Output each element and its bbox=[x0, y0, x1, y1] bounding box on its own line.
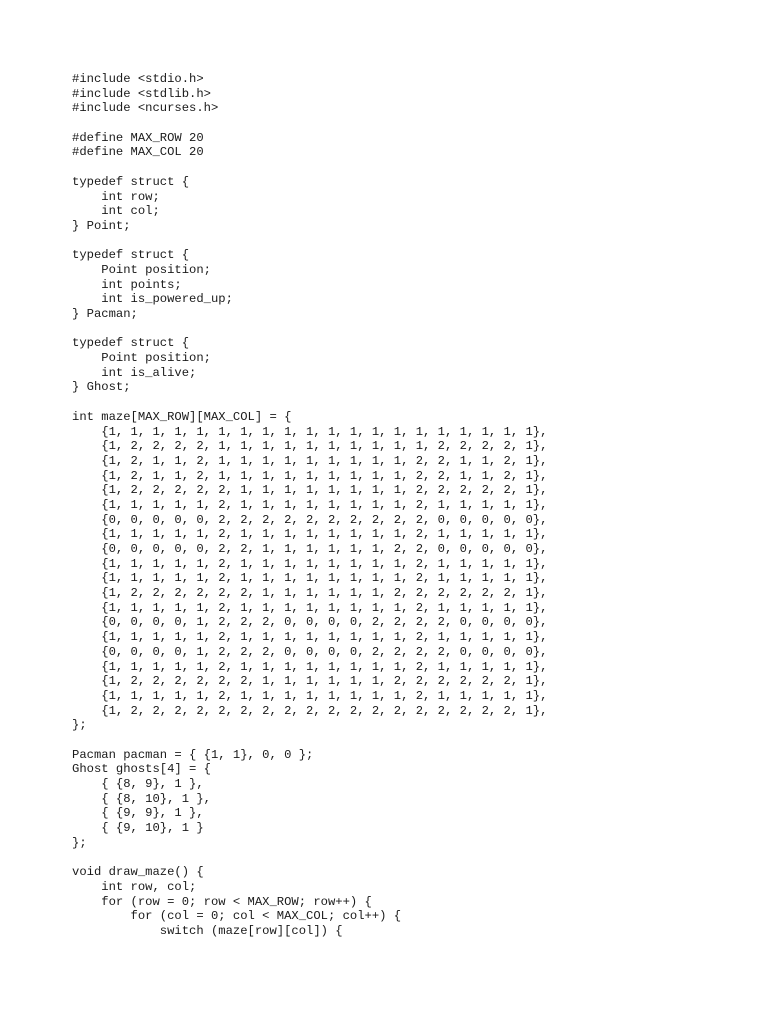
code-line: {1, 2, 2, 2, 2, 2, 2, 2, 2, 2, 2, 2, 2, 2, 2, 2, 2, 2, 2, 1}, bbox=[72, 703, 548, 718]
code-line: } Pacman; bbox=[72, 307, 138, 321]
code-line: {1, 1, 1, 1, 1, 2, 1, 1, 1, 1, 1, 1, 1, 1, 2, 1, 1, 1, 1, 1}, bbox=[72, 659, 548, 674]
code-line: {1, 2, 2, 2, 2, 2, 2, 1, 1, 1, 1, 1, 1, 2, 2, 2, 2, 2, 2, 1}, bbox=[72, 674, 548, 689]
code-line: {1, 2, 2, 2, 2, 2, 2, 1, 1, 1, 1, 1, 1, 2, 2, 2, 2, 2, 2, 1}, bbox=[72, 586, 548, 601]
code-line: {0, 0, 0, 0, 1, 2, 2, 2, 0, 0, 0, 0, 2, 2, 2, 2, 0, 0, 0, 0}, bbox=[72, 644, 548, 659]
code-line: int row, col; bbox=[72, 879, 197, 894]
code-line: } Point; bbox=[72, 218, 131, 233]
code-line: {0, 0, 0, 0, 0, 2, 2, 2, 2, 2, 2, 2, 2, 2, 2, 0, 0, 0, 0, 0}, bbox=[72, 512, 548, 527]
code-line: typedef struct { bbox=[72, 336, 190, 351]
code-line: {1, 1, 1, 1, 1, 1, 1, 1, 1, 1, 1, 1, 1, 1, 1, 1, 1, 1, 1, 1}, bbox=[72, 424, 548, 439]
code-line bbox=[72, 850, 547, 865]
code-line: {1, 1, 1, 1, 1, 2, 1, 1, 1, 1, 1, 1, 1, 1, 2, 1, 1, 1, 1, 1}, bbox=[72, 571, 548, 586]
code-line: Point position; bbox=[72, 351, 211, 366]
code-line: switch (maze[row][col]) { bbox=[72, 923, 343, 938]
code-line: { {8, 9}, 1 }, bbox=[72, 777, 204, 791]
code-line: {1, 1, 1, 1, 1, 2, 1, 1, 1, 1, 1, 1, 1, 1, 2, 1, 1, 1, 1, 1}, bbox=[72, 556, 548, 571]
code-line: {0, 0, 0, 0, 0, 2, 2, 1, 1, 1, 1, 1, 1, 2, 2, 0, 0, 0, 0, 0}, bbox=[72, 542, 548, 556]
code-line: #include <stdlib.h> bbox=[72, 86, 211, 101]
code-line: {1, 2, 1, 1, 2, 1, 1, 1, 1, 1, 1, 1, 1, 1, 2, 2, 1, 1, 2, 1}, bbox=[72, 468, 548, 483]
code-line: {1, 1, 1, 1, 1, 2, 1, 1, 1, 1, 1, 1, 1, 1, 2, 1, 1, 1, 1, 1}, bbox=[72, 630, 548, 645]
code-line: int points; bbox=[72, 277, 182, 292]
code-line: int row; bbox=[72, 189, 160, 204]
code-line: {0, 0, 0, 0, 1, 2, 2, 2, 0, 0, 0, 0, 2, 2, 2, 2, 0, 0, 0, 0}, bbox=[72, 615, 548, 630]
code-line bbox=[72, 160, 547, 175]
code-line: int is_powered_up; bbox=[72, 292, 233, 307]
code-line: {1, 1, 1, 1, 1, 2, 1, 1, 1, 1, 1, 1, 1, 1, 2, 1, 1, 1, 1, 1}, bbox=[72, 600, 548, 615]
code-line: #define MAX_COL 20 bbox=[72, 145, 204, 160]
code-line: #define MAX_ROW 20 bbox=[72, 130, 204, 145]
code-line bbox=[72, 322, 547, 337]
code-line: { {8, 10}, 1 }, bbox=[72, 791, 211, 806]
code-line: typedef struct { bbox=[72, 248, 190, 263]
code-line: {1, 2, 2, 2, 2, 1, 1, 1, 1, 1, 1, 1, 1, 1, 1, 2, 2, 2, 2, 1}, bbox=[72, 439, 548, 454]
code-line: {1, 1, 1, 1, 1, 2, 1, 1, 1, 1, 1, 1, 1, 1, 2, 1, 1, 1, 1, 1}, bbox=[72, 497, 548, 512]
code-line: typedef struct { bbox=[72, 174, 190, 189]
code-line: Ghost ghosts[4] = { bbox=[72, 762, 211, 777]
code-line: { {9, 9}, 1 }, bbox=[72, 806, 204, 821]
code-line: for (row = 0; row < MAX_ROW; row++) { bbox=[72, 894, 372, 909]
code-line bbox=[72, 234, 547, 249]
code-line: {1, 2, 2, 2, 2, 2, 1, 1, 1, 1, 1, 1, 1, 1, 2, 2, 2, 2, 2, 1}, bbox=[72, 483, 548, 498]
code-line: Pacman pacman = { {1, 1}, 0, 0 }; bbox=[72, 747, 314, 762]
code-line bbox=[72, 116, 547, 131]
code-line: int is_alive; bbox=[72, 365, 197, 380]
code-line bbox=[72, 395, 547, 410]
code-line: Point position; bbox=[72, 262, 211, 277]
code-line: for (col = 0; col < MAX_COL; col++) { bbox=[72, 909, 402, 924]
code-line: { {9, 10}, 1 } bbox=[72, 821, 204, 836]
code-line: {1, 1, 1, 1, 1, 2, 1, 1, 1, 1, 1, 1, 1, 1, 2, 1, 1, 1, 1, 1}, bbox=[72, 688, 548, 703]
code-line: } Ghost; bbox=[72, 380, 131, 395]
code-line: #include <stdio.h> bbox=[72, 72, 204, 86]
code-line: int maze[MAX_ROW][MAX_COL] = { bbox=[72, 409, 292, 424]
code-line: }; bbox=[72, 718, 87, 733]
source-code bbox=[72, 72, 547, 939]
code-line: #include <ncurses.h> bbox=[72, 101, 219, 116]
code-line: }; bbox=[72, 835, 87, 850]
code-line: {1, 1, 1, 1, 1, 2, 1, 1, 1, 1, 1, 1, 1, 1, 2, 1, 1, 1, 1, 1}, bbox=[72, 527, 548, 542]
code-line: {1, 2, 1, 1, 2, 1, 1, 1, 1, 1, 1, 1, 1, 1, 2, 2, 1, 1, 2, 1}, bbox=[72, 453, 548, 468]
code-line: int col; bbox=[72, 204, 160, 219]
code-line: void draw_maze() { bbox=[72, 865, 204, 880]
code-line bbox=[72, 733, 547, 748]
